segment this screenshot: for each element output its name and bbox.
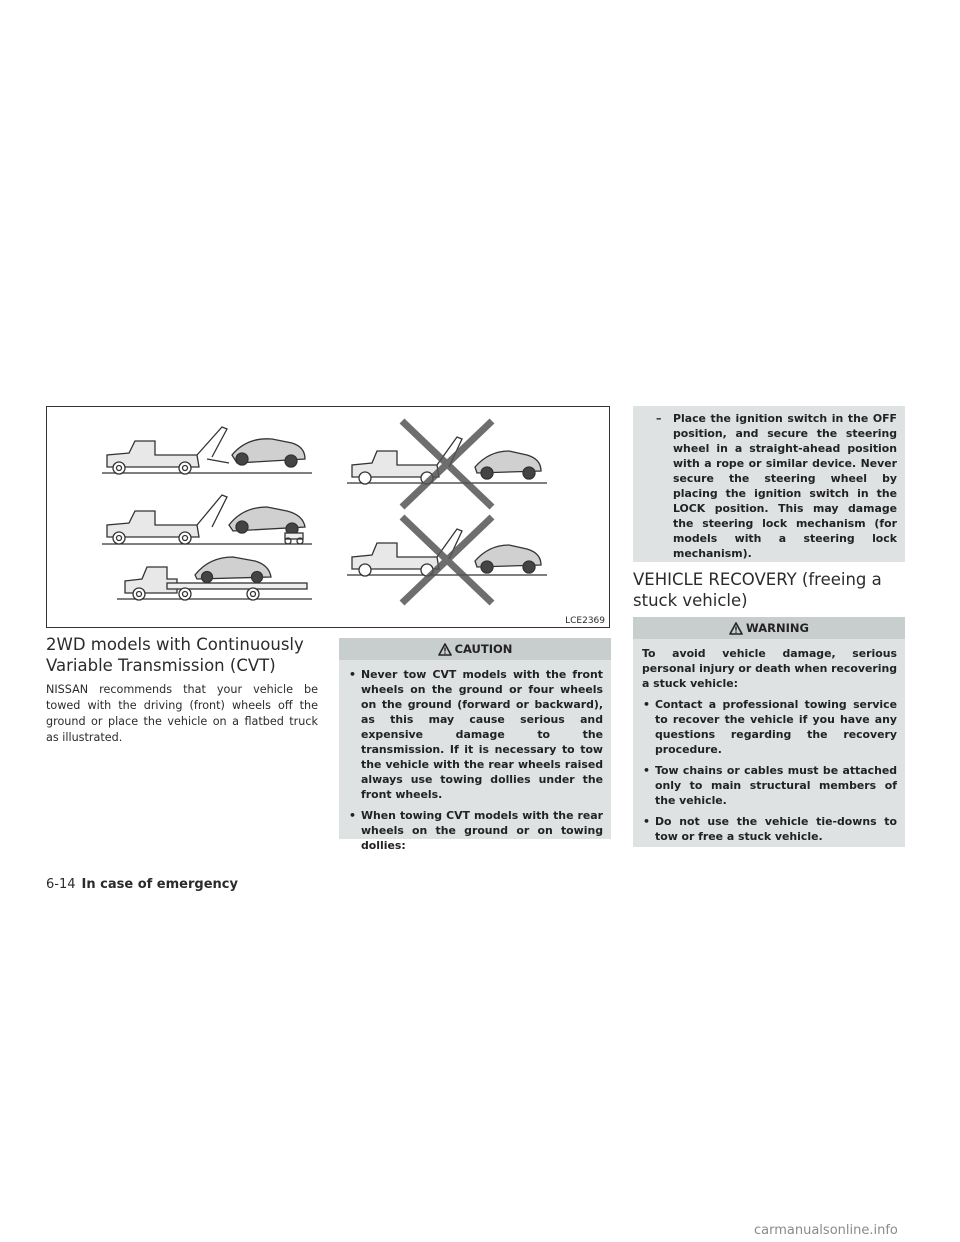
caution-bullet: • When towing CVT models with the rear wheels on the ground or on towing dollies: (348, 808, 603, 853)
page-number: 6-14 (46, 877, 76, 892)
warning-triangle-icon (438, 643, 452, 656)
caution-continuation-panel (633, 406, 905, 562)
warning-bullet: • Contact a professional towing service to recover the vehicle if you have any questions regarding the recovery procedure. (642, 697, 897, 757)
warning-panel (633, 617, 905, 847)
caution-header (339, 638, 611, 660)
figure-code: LCE2369 (565, 616, 605, 626)
warning-triangle-icon (729, 622, 743, 635)
caution-bullet: • Never tow CVT models with the front wheels on the ground or four wheels on the ground (forward or backward), as this may cause serious and expensive damage to the transmission. If it is necessary to tow the vehicle with the rear wheels raised always use towing dollies under the front wheels. (348, 667, 603, 802)
towing-figure (46, 406, 610, 628)
cvt-body-text: NISSAN recommends that your vehicle be towed with the driving (front) wheels off the ground or place the vehicle on a flatbed truck as illustrated. (46, 683, 318, 744)
caution-panel (339, 638, 611, 852)
caution-subbullet: – Place the ignition switch in the OFF position, and secure the steering wheel in a straight-ahead position with a rope or similar device. Never secure the steering wheel by placing the ignition switch in the LOCK position. This may damage the steering lock mechanism (for models with a steering lock mechanism). (656, 411, 897, 561)
heading-line: 2WD models with Continuously (46, 635, 304, 654)
warning-bullet: • Do not use the vehicle tie-downs to tow or free a stuck vehicle. (642, 814, 897, 844)
section-heading-vehicle-recovery (633, 569, 905, 611)
caution-title: CAUTION (454, 642, 513, 656)
heading-line: Variable Transmission (CVT) (46, 656, 276, 675)
warning-intro: To avoid vehicle damage, serious personal injury or death when recovering a stuck vehicle: (642, 647, 897, 690)
warning-bullet: • Tow chains or cables must be attached only to main structural members of the vehicle. (642, 763, 897, 808)
section-name: In case of emergency (81, 877, 238, 892)
watermark[interactable]: carmanualsonline.info (754, 1223, 898, 1238)
heading-line: stuck vehicle) (633, 591, 748, 610)
warning-header (633, 617, 905, 639)
page-footer (46, 877, 238, 892)
section-heading-cvt (46, 634, 316, 676)
heading-line: VEHICLE RECOVERY (freeing a (633, 570, 882, 589)
warning-title: WARNING (746, 621, 809, 635)
towing-methods-illustration (47, 407, 609, 627)
